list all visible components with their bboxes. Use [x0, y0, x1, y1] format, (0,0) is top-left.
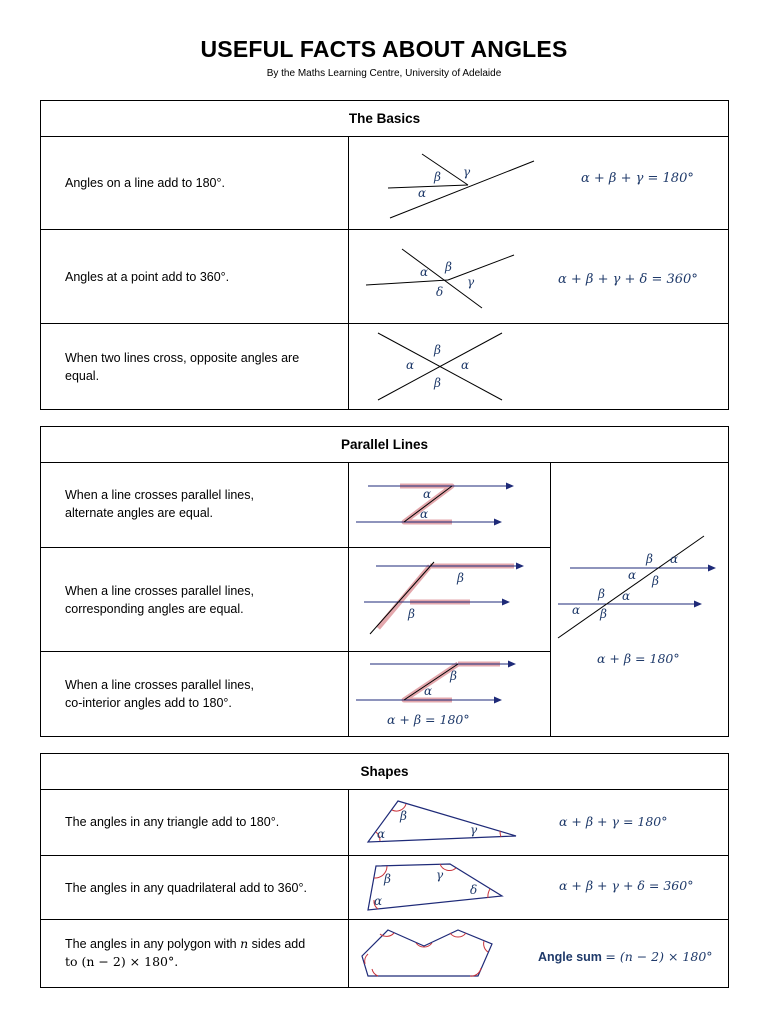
alpha-label: α — [406, 358, 415, 372]
basics-row-1-text: Angles on a line add to 180°. — [65, 175, 225, 190]
beta-label: β — [450, 669, 457, 683]
alpha-label: α — [424, 684, 433, 698]
basics-row-3-text: When two lines cross, opposite angles are equal. — [65, 351, 300, 383]
parallel-row-3-text — [65, 652, 335, 737]
alpha-label: α — [670, 552, 679, 566]
alpha-label: α — [374, 894, 383, 908]
text-line: alternate angles are equal. — [65, 506, 214, 520]
shapes-row-3-text — [65, 920, 345, 988]
text-line: co-interior angles add to 180°. — [65, 696, 232, 710]
angles-at-point-diagram — [364, 244, 524, 310]
alpha-label: α — [622, 589, 631, 603]
parallel-header: Parallel Lines — [41, 427, 728, 463]
gamma-label: γ — [470, 823, 478, 837]
opposite-angles-diagram — [372, 330, 512, 406]
beta-label: β — [408, 607, 415, 621]
text-line: When a line crosses parallel lines, — [65, 584, 254, 598]
alpha-label: α — [420, 265, 429, 279]
co-interior-equation: α + β = 180° — [387, 712, 470, 727]
column-divider — [550, 462, 551, 736]
beta-label: β — [434, 376, 441, 390]
alpha-label: α — [461, 358, 470, 372]
triangle-equation: α + β + γ = 180° — [559, 814, 668, 829]
parallel-row-2-text — [65, 548, 335, 651]
beta-label: β — [646, 552, 653, 566]
text-line: corresponding angles are equal. — [65, 602, 244, 616]
alternate-angles-diagram — [352, 476, 522, 532]
beta-label: β — [445, 260, 452, 274]
delta-label: δ — [470, 883, 478, 897]
text-part: The angles in any polygon with — [65, 937, 241, 951]
alpha-label: α — [377, 827, 386, 841]
shapes-row-1-text: The angles in any triangle add to 180°. — [65, 815, 280, 829]
gamma-label: γ — [467, 275, 475, 289]
column-divider — [348, 462, 349, 736]
polygon-equation-formula: = (n − 2) × 180° — [605, 949, 713, 964]
page-title: USEFUL FACTS ABOUT ANGLES — [200, 36, 568, 62]
beta-label: β — [384, 872, 391, 886]
quadrilateral-diagram — [360, 860, 510, 916]
page-subtitle: By the Maths Learning Centre, University of Adelaide — [266, 68, 502, 79]
co-interior-angles-diagram — [352, 656, 522, 708]
polygon-diagram — [358, 924, 508, 984]
alpha-label: α — [628, 568, 637, 582]
gamma-label: γ — [436, 868, 444, 882]
alpha-label: α — [418, 186, 427, 200]
beta-label: β — [652, 574, 659, 588]
beta-label: β — [434, 170, 441, 184]
polygon-equation — [538, 949, 713, 964]
alpha-label: α — [420, 507, 429, 521]
gamma-label: γ — [463, 165, 471, 179]
delta-label: δ — [436, 285, 444, 299]
basics-header: The Basics — [41, 101, 728, 137]
text-line: to (n − 2) × 180°. — [65, 954, 179, 969]
text-line: When a line crosses parallel lines, — [65, 488, 254, 502]
parallel-summary-equation: α + β = 180° — [597, 651, 680, 666]
text-line — [65, 935, 345, 953]
alpha-label: α — [423, 487, 432, 501]
beta-label: β — [434, 343, 441, 357]
angles-on-line-diagram — [380, 148, 540, 228]
basics-row-2-text: Angles at a point add to 360°. — [65, 269, 230, 284]
beta-label: β — [600, 607, 607, 621]
basics-row-1-equation: α + β + γ = 180° — [581, 171, 694, 186]
beta-label: β — [400, 809, 407, 823]
corresponding-angles-diagram — [362, 560, 532, 636]
triangle-diagram — [360, 796, 525, 850]
polygon-equation-label: Angle sum — [538, 950, 602, 964]
text-part: sides add — [248, 937, 306, 951]
parallel-summary-diagram — [554, 532, 719, 642]
beta-label: β — [457, 571, 464, 585]
text-line: When a line crosses parallel lines, — [65, 678, 254, 692]
column-divider — [348, 789, 349, 987]
n-variable: n — [240, 936, 249, 951]
basics-row-2-equation: α + β + γ + δ = 360° — [558, 272, 698, 287]
column-divider — [348, 136, 349, 409]
parallel-row-1-text — [65, 462, 335, 547]
quadrilateral-equation: α + β + γ + δ = 360° — [559, 878, 694, 893]
beta-label: β — [598, 587, 605, 601]
shapes-header: Shapes — [41, 754, 728, 790]
shapes-row-2-text: The angles in any quadrilateral add to 360°. — [65, 880, 307, 895]
alpha-label: α — [572, 603, 581, 617]
